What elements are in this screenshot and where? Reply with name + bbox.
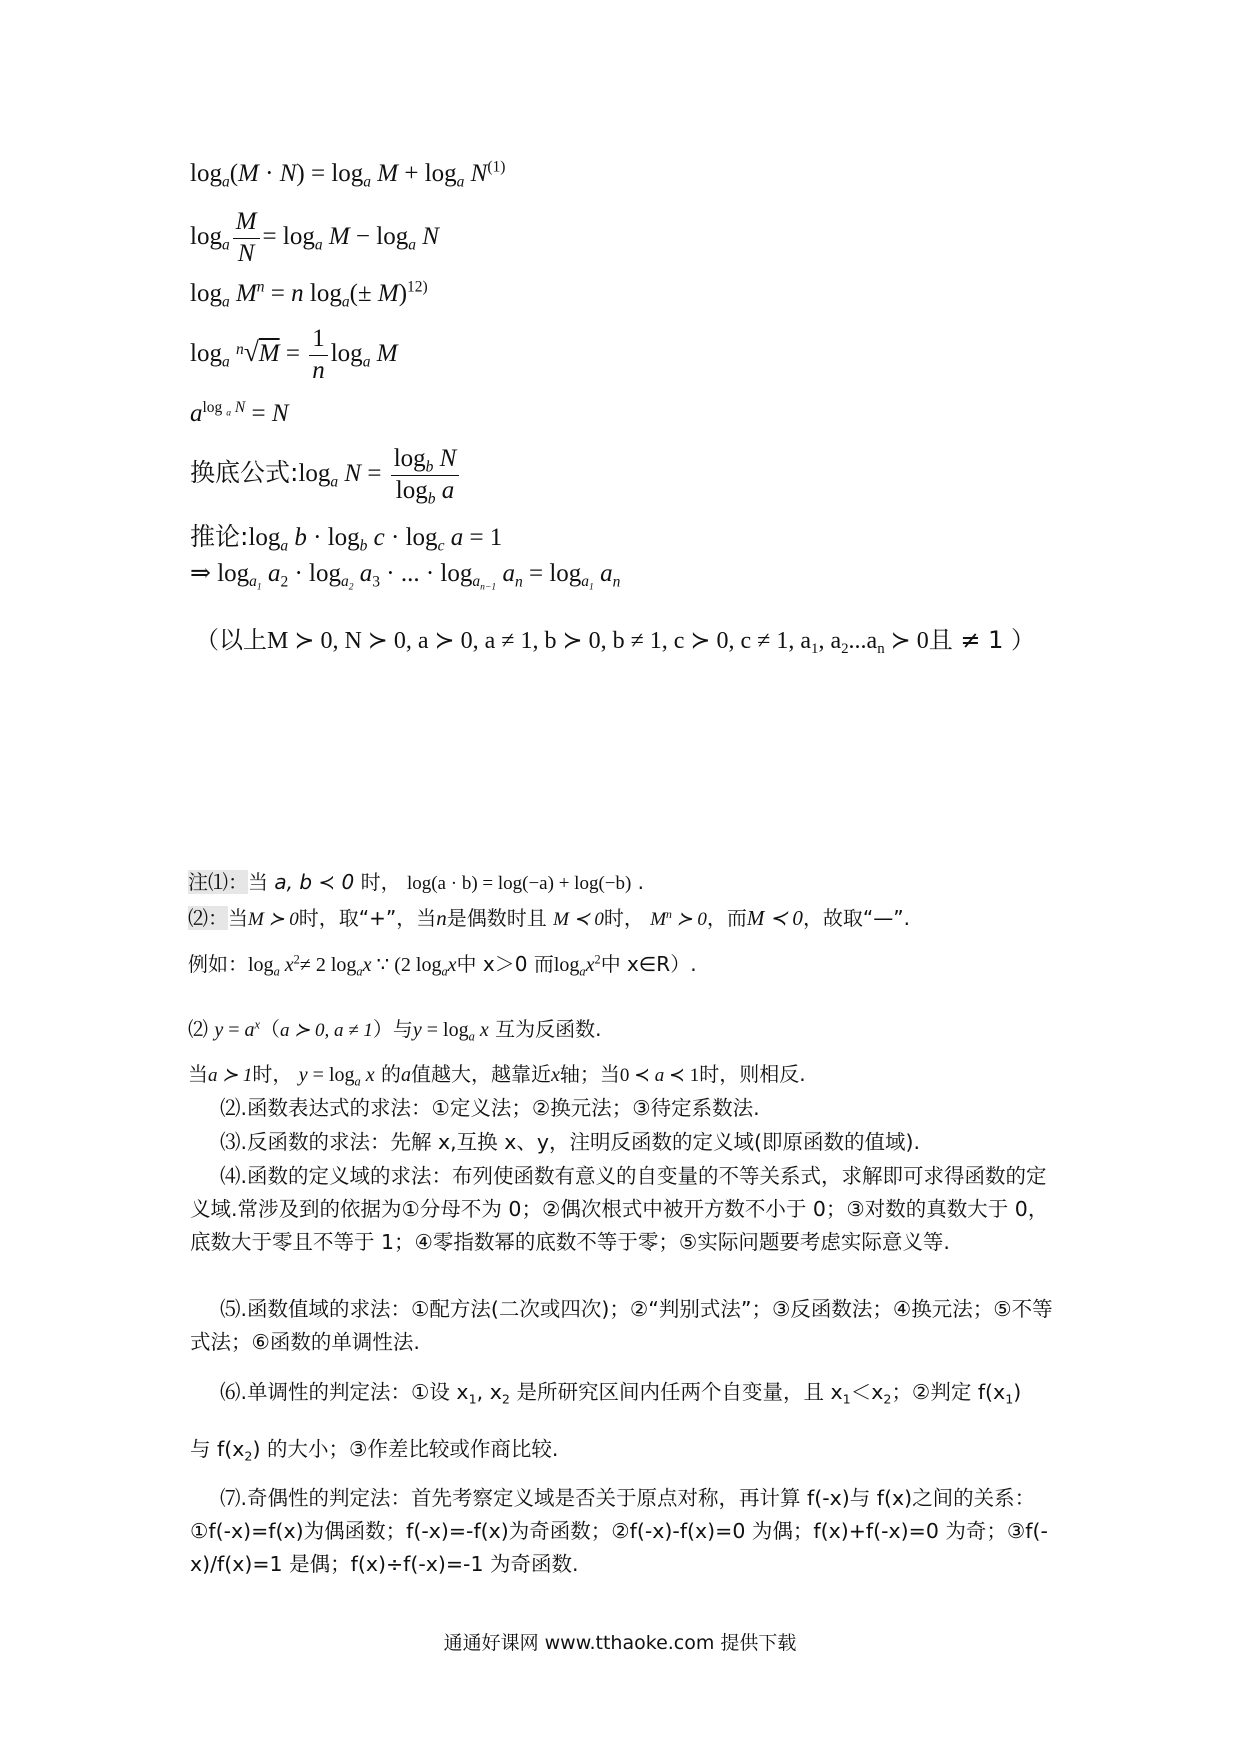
- formula-change-of-base: 换底公式$:\log_a$ N = $\frac{\log_b N}{\log_b a}$: [190, 445, 462, 506]
- formula-chain: ⇒ $\log_{a_1} a_2 \cdot \log_{a_2} a_3$ · ... · $\log_{a_{n-1}} a_n = \log_{a_1} a_n$: [190, 560, 621, 593]
- footnote-marker-2: 12): [407, 278, 428, 296]
- note-inverse-functions: ⑵ $y = a^x(a$ ≻ 0, a ≠ 1）与$y = \log_a x$ 互为反函数.: [188, 1017, 602, 1044]
- paragraph-range: ⑸.函数值域的求法：①配方法(二次或四次)；②“判别式法”；③反函数法；④换元法；⑤不等式法；⑥函数的单调性法.: [190, 1297, 1053, 1354]
- note-monotonic: 当a ≻ 1时， $y = \log_a x$ 的a值越大，越靠近x轴；当0 ≺ a ≺ 1时，则相反.: [188, 1062, 806, 1089]
- formula-corollary: 推论$:\log_a$ $b \cdot \log_b c \cdot \log_c a = 1$: [190, 522, 503, 555]
- page-footer: 通通好课网 www.tthaoke.com 提供下载: [443, 1632, 797, 1654]
- note-2: ⑵：当M ≻ 0时，取“+”，当n是偶数时且 M ≺ 0时， $M^n$ ≻ 0，而M ≺ 0，故取“—”.: [188, 906, 911, 930]
- paragraph-function-expression: ⑵.函数表达式的求法：①定义法；②换元法；③待定系数法.: [220, 1096, 760, 1120]
- note-1: 注⑴：当 a, b ≺ 0 时， log(a · b) = log(−a) + log(−b) .: [188, 870, 645, 894]
- paragraph-inverse-function: ⑶.反函数的求法：先解 x,互换 x、y，注明反函数的定义域(即原函数的值域).: [220, 1130, 920, 1154]
- formula-quotient-rule: $\log_a$ $\frac{M}{N}$ = $\log_a M - \log_a N$: [190, 208, 439, 267]
- note-example: 例如：$\log_a x^2\ne 2$ $\log_ax$ ∵ (2 $\log_ax$中 x＞0 而$\log_ax^2$中 x∈R）.: [188, 952, 697, 979]
- footnote-marker-1: (1): [487, 158, 506, 176]
- formula-conditions: （以上M ≻ 0, N ≻ 0, a ≻ 0, a ≠ 1, b ≻ 0, b ≠ 1, c ≻ 0, c ≠ 1, $a_1$, $a_2...a_n$ ≻ 0且 ≠ 1 ）: [195, 626, 1035, 658]
- paragraph-monotonicity: ⑹.单调性的判定法：①设 $x_1$, $x_2$ 是所研究区间内任两个自变量，且 $x_1<x_2$；②判定 $f(x_1)$: [220, 1380, 1022, 1407]
- paragraph-parity: ⑺.奇偶性的判定法：首先考察定义域是否关于原点对称，再计算 f(-x)与 f(x)之间的关系：①f(-x)=f(x)为偶函数；f(-x)=-f(x)为奇函数；②f(-x)-f(x)=0 为偶；f(x)+f(-x)=0 为奇；③f(-x)/f(x)=1 是偶；f(x)÷f(-x)=-1 为奇函数.: [190, 1486, 1048, 1576]
- paragraph-domain: ⑷.函数的定义域的求法：布列使函数有意义的自变量的不等关系式，求解即可求得函数的定义域.常涉及到的依据为①分母不为 0；②偶次根式中被开方数不小于 0；③对数的真数大于 0，底数大于零且不等于 1；④零指数幂的底数不等于零；⑤实际问题要考虑实际意义等.: [190, 1164, 1049, 1254]
- formula-product-rule: $\log_a(M \cdot N) = \log_a M + \log_a N^{(1)}$: [190, 158, 506, 191]
- formula-exponent-identity: $a^{log _a N} = N$: [190, 398, 289, 427]
- formula-root-rule: $\log_a ^n√M$ = $\frac{1}{n}$ $\log_a M$: [190, 325, 398, 384]
- formula-power-rule: $\log_a M^n = n$ $\log_a(\pm M)^{12)}$: [190, 278, 428, 311]
- paragraph-monotonicity-cont: 与 $f(x_2)$ 的大小；③作差比较或作商比较.: [190, 1437, 559, 1464]
